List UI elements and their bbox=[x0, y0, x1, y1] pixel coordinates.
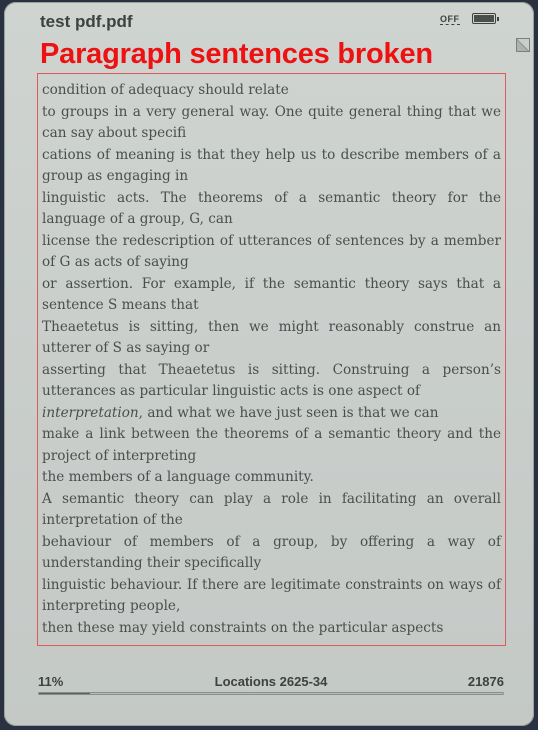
progress-fill bbox=[39, 693, 90, 694]
text-line: A semantic theory can play a role in facilitating an overall interpretation of the bbox=[42, 490, 501, 528]
annotation-title: Paragraph sentences broken bbox=[40, 38, 433, 70]
wireless-status: OFF bbox=[440, 14, 460, 24]
text-line: or assertion. For example, if the semantic theory says that a sentence S means that bbox=[42, 275, 501, 313]
text-line: license the redescription of utterances of sentences by a member of G as acts of saying bbox=[42, 232, 501, 270]
document-text bbox=[38, 74, 505, 639]
text-line: linguistic acts. The theorems of a semantic theory for the language of a group, G, can bbox=[42, 189, 501, 227]
text-line: condition of adequacy should relate bbox=[42, 82, 289, 98]
total-locations: 21876 bbox=[467, 674, 504, 689]
battery-icon bbox=[472, 13, 496, 24]
reading-percent: 11% bbox=[38, 674, 64, 689]
text-line: cations of meaning is that they help us to describe members of a group as engaging in bbox=[42, 146, 501, 184]
text-line bbox=[42, 403, 501, 425]
document-title: test pdf.pdf bbox=[40, 12, 133, 31]
status-footer bbox=[38, 674, 504, 692]
reading-progress-bar bbox=[38, 692, 504, 695]
text-line: linguistic behaviour. If there are legitimate constraints on ways of interpreting people, bbox=[42, 576, 501, 614]
text-line: behaviour of members of a group, by offering a way of understanding their specifically bbox=[42, 533, 501, 571]
location-range: Locations 2625-34 bbox=[214, 674, 328, 689]
text-fragment: , and what we have just seen is that we can bbox=[138, 404, 439, 421]
text-line: then these may yield constraints on the particular aspects bbox=[42, 619, 444, 636]
italic-text: interpretation bbox=[42, 404, 139, 421]
text-line: Theaetetus is sitting, then we might reasonably construe an utterer of S as saying or bbox=[42, 318, 501, 356]
kindle-screen bbox=[4, 2, 534, 726]
text-line: to groups in a very general way. One quite general thing that we can say about specifi bbox=[42, 103, 501, 141]
text-line: the members of a language community. bbox=[42, 469, 314, 485]
text-line: make a link between the theorems of a semantic theory and the project of interpreting bbox=[42, 426, 501, 464]
text-line: asserting that Theaetetus is sitting. Construing a person’s utterances as particular linguistic acts is one aspect of bbox=[42, 361, 501, 399]
page-content bbox=[37, 73, 506, 646]
bookmark-corner-icon[interactable] bbox=[516, 38, 530, 52]
